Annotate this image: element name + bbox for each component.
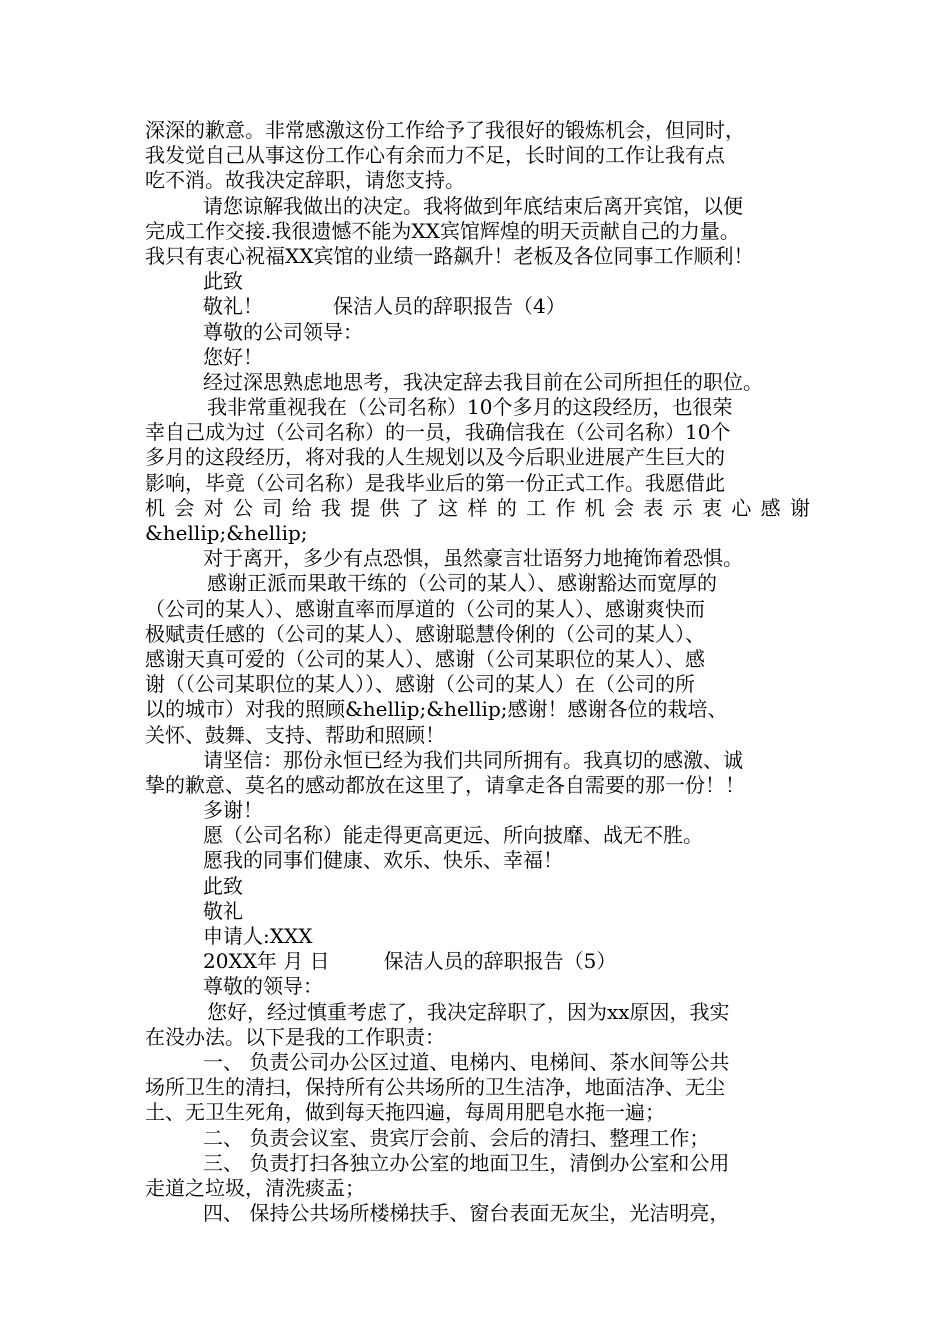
text-line: 感谢天真可爱的（公司的某人）、感谢（公司某职位的某人）、感: [145, 646, 705, 671]
text-line: 请您谅解我做出的决定。我将做到年底结束后离开宾馆，以便: [203, 193, 743, 218]
text-line: [145, 294, 810, 319]
text-line: 关怀、鼓舞、支持、帮助和照顾！: [145, 722, 445, 747]
text-line: 场所卫生的清扫，保持所有公共场所的卫生洁净，地面洁净、无尘: [145, 1075, 725, 1100]
text-line: 以的城市）对我的照顾&hellip;&hellip;感谢！感谢各位的栽培、: [145, 697, 728, 722]
text-line: 申请人:XXX: [203, 924, 313, 948]
text-line: 经过深思熟虑地思考，我决定辞去我目前在公司所担任的职位。: [203, 369, 763, 394]
text-line: （公司的某人）、感谢直率而厚道的（公司的某人）、感谢爽快而: [145, 596, 705, 621]
text-line: 对于离开，多少有点恐惧，虽然豪言壮语努力地掩饰着恐惧。: [203, 546, 743, 571]
text-line: 多谢！: [203, 798, 263, 823]
text-line: 一、 负责公司办公区过道、电梯内、电梯间、茶水间等公共: [203, 1049, 730, 1074]
text-line: 土、无卫生死角，做到每天拖四遍，每周用肥皂水拖一遍；: [145, 1100, 665, 1125]
text-line: &hellip;&hellip;: [145, 521, 308, 545]
text-line: 四、 保持公共场所楼梯扶手、窗台表面无灰尘，光洁明亮，: [203, 1201, 730, 1226]
text-line: 请坚信：那份永恒已经为我们共同所拥有。我真切的感激、诚: [203, 747, 743, 772]
text-line: 我非常重视我在（公司名称）10个多月的这段经历，也很荣: [207, 395, 733, 420]
text-line: 尊敬的领导：: [203, 974, 323, 999]
text-line: 挚的歉意、莫名的感动都放在这里了，请拿走各自需要的那一份！！: [145, 772, 745, 797]
text-line: 完成工作交接.我很遗憾不能为XX宾馆辉煌的明天贡献自己的力量。: [145, 218, 740, 243]
text-line: 谢（（公司某职位的某人））、感谢（公司的某人）在（公司的所: [145, 672, 695, 697]
text-line: 三、 负责打扫各独立办公室的地面卫生，清倒办公室和公用: [203, 1150, 730, 1175]
text-line: 此致: [203, 873, 243, 898]
text-line: 在没办法。以下是我的工作职责：: [145, 1024, 445, 1049]
text-line: 机会对公司给我提供了这样的工作机会表示衷心感谢: [145, 495, 810, 520]
section-heading: 保洁人员的辞职报告（4）: [333, 294, 566, 319]
text-line: 影响，毕竟（公司名称）是我毕业后的第一份正式工作。我愿借此: [145, 470, 725, 495]
closing-salutation: 敬礼！: [203, 294, 263, 319]
text-line: 多月的这段经历，将对我的人生规划以及今后职业进展产生巨大的: [145, 445, 725, 470]
text-line: 二、 负责会议室、贵宾厅会前、会后的清扫、整理工作；: [203, 1125, 710, 1150]
text-line: 极赋责任感的（公司的某人）、感谢聪慧伶俐的（公司的某人）、: [145, 621, 705, 646]
section-heading: 保洁人员的辞职报告（5）: [383, 949, 617, 974]
text-line: 吃不消。故我决定辞职，请您支持。: [145, 168, 465, 193]
text-line: 深深的歉意。非常感激这份工作给予了我很好的锻炼机会，但同时，: [145, 118, 745, 142]
text-line: 愿（公司名称）能走得更高更远、所向披靡、战无不胜。: [203, 823, 703, 848]
text-line: 尊敬的公司领导：: [203, 319, 363, 344]
text-line: 敬礼: [203, 898, 243, 923]
document-body: [145, 118, 810, 1226]
text-line: 愿我的同事们健康、欢乐、快乐、幸福！: [203, 848, 563, 873]
text-line: 您好！: [203, 344, 263, 369]
text-line: 此致: [203, 269, 243, 294]
text-line: 我发觉自己从事这份工作心有余而力不足，长时间的工作让我有点: [145, 143, 725, 168]
text-line: 我只有衷心祝福XX宾馆的业绩一路飙升！老板及各位同事工作顺利！: [145, 243, 754, 268]
text-line: 幸自己成为过（公司名称）的一员，我确信我在（公司名称）10个: [145, 420, 731, 445]
date-line: 20XX年 月 日: [203, 949, 330, 974]
text-line: 您好，经过慎重考虑了，我决定辞职了，因为xx原因，我实: [207, 999, 730, 1024]
text-line: 感谢正派而果敢干练的（公司的某人）、感谢豁达而宽厚的: [207, 571, 717, 596]
text-line: 走道之垃圾，清洗痰盂；: [145, 1175, 365, 1200]
text-line: [145, 949, 810, 974]
